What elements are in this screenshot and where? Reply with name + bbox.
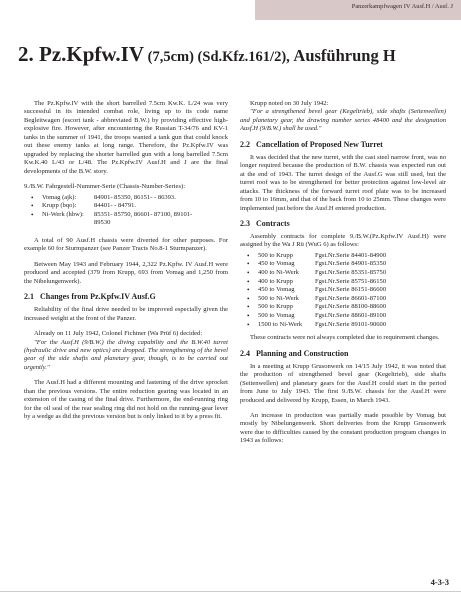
section-heading: 2.4 Planning and Construction <box>240 348 349 358</box>
chapter-title-main: 2. Pz.Kpfw.IV <box>18 42 144 66</box>
paragraph: It was decided that the new turret, with the cast steel narrow front, was no longer required because the production of B.W. chassis was expected run out at the end of 1943. The turret design of the Ausf.G was still used, but the turret roof was to be strengthened for better protection against low-level air attacks. The thickness of the forward turret roof plate was to be increased from 10 to 16mm, and that of the back from 10 to 25mm. These changes were implemented just before the Ausf.H entered production. <box>240 153 446 212</box>
list-item: • 400 to Krupp Fgst.Nr.Serie 85751-86150 <box>240 278 446 287</box>
left-column <box>24 100 228 422</box>
paragraph: Krupp noted on 30 July 1942: <box>250 100 329 107</box>
right-column <box>240 100 446 446</box>
chapter-title-variant: Ausführung H <box>293 46 396 65</box>
paragraph: These contracts were not always completed due to requirement changes. <box>250 334 440 342</box>
list-item: • 450 to Vomag Fgst.Nr.Serie 86151-86600 <box>240 286 446 295</box>
chapter-title <box>18 44 448 65</box>
footer-rule <box>0 591 461 592</box>
list-item: • Krupp (bqo): 84401- - 84791. <box>24 202 228 211</box>
list-item: • 500 to Ni-Werk Fgst.Nr.Serie 86601-87100 <box>240 295 446 304</box>
quotation: "For the Ausf.H (9/B.W.) the diving capability and the B.W.40 turret (hydraulic drive and new optics) are dropped. The strengthening of the bevel gear of the side shafts and planetary gear, though, is to be carried out urgently." <box>24 338 228 371</box>
page-number: 4-3-3 <box>430 577 449 587</box>
list-item: • Ni-Werk (hbw): 85351- 85750, 86601- 87100, 89101- 89530 <box>24 211 228 228</box>
section-heading: 2.3 Contracts <box>240 218 290 228</box>
list-item: • 450 to Vomag Fgst.Nr.Serie 84901-85350 <box>240 260 446 269</box>
paragraph: 9./B.W. Fahrgestell-Nummer-Serie (Chassis-Number-Series): <box>24 183 186 191</box>
paragraph: In a meeting at Krupp Grusonwerk on 14/15 July 1942, it was noted that the production of strengthened bevel gear (Kegeltrieb), side shafts (Seitenwellen) and planetary gears for the Ausf.H could start in the period from June to July 1943. The first 9./B.W. chassis for the Ausf.H were produced and delivered by Krupp, Essen, in March 1943. <box>240 362 446 404</box>
list-item: • 500 to Krupp Fgst.Nr.Serie 88100-88600 <box>240 303 446 312</box>
paragraph: Assembly contracts for complete 9./B.W.(Pz.Kpfw.IV Ausf.H) were assigned by the Wa J Rü (WuG 6) as follows: <box>240 232 446 249</box>
paragraph: Between May 1943 and February 1944, 2,322 Pz.Kpfw. IV Ausf.H were produced and accepted (379 from Krupp, 693 from Vomag and 1,250 from the Nibelungenwerk). <box>24 260 228 285</box>
paragraph: Reliability of the final drive needed to be improved especially given the increased weight at the front of the Panzer. <box>24 306 228 322</box>
quotation: "For a strengthened bevel gear (Kegeltrieb), side shafts (Seitenwellen) and planetary gear, the drawing number series 48400 and the designation Ausf.H (9/B.W.) shall be used." <box>240 108 446 133</box>
list-item: • 500 to Krupp Fgst.Nr.Serie 84401-84900 <box>240 252 446 261</box>
contract-list <box>240 252 446 329</box>
paragraph: Already on 11 July 1942, Colonel Fichtner (Wa Prüf 6) decided: <box>34 330 203 338</box>
list-item: • 500 to Vomag Fgst.Nr.Serie 88601-89100 <box>240 312 446 321</box>
list-item: • 1500 to Ni-Werk Fgst.Nr.Serie 89101-90600 <box>240 321 446 330</box>
chapter-title-designation: (7,5cm) (Sd.Kfz.161/2), <box>144 49 294 65</box>
list-item: • Vomag (ajk): 84901- 85350, 86151- - 86393. <box>24 194 228 203</box>
paragraph: The Ausf.H had a different mounting and fastening of the drive sprocket than the previous versions. The entire reduction gearing was located in an extension of the casing of the final drive. Furthermore, the end-running ring for the oil seal of the rear sealing ring did not hold on the running-gear lever by a wedge as did the previous version but is only linked to it by a press fit. <box>24 379 228 421</box>
paragraph: The Pz.Kpfw.IV with the short barrelled 7.5cm Kw.K. L/24 was very successful in its intended combat role, living up to its code name Begleitwagen (escort tank - abbreviated B.W.) by providing effective high-explosive fire. However, after encountering the Russian T-34/76 and KV-1 tanks in the summer of 1941, the troops wanted a tank gun that could knock out these enemy tanks at long range. Therefore, the Pz.Kpfw.IV was upgraded by replacing the shorter barrelled gun with a long barrelled 7.5cm Kw.K.40 L/43 or L/48. The Pz.Kpfw.IV Ausf.H and J are the final developments of the B.W. story. <box>24 100 228 175</box>
section-heading: 2.1 Changes from Pz.Kpfw.IV Ausf.G <box>24 292 156 302</box>
paragraph: An increase in production was partially made possible by Vomag but mostly by Nibelungenwerk. Short deliveries from the Krupp Grusonwerk were due to difficulties caused by the constant production program changes in 1943 as follows: <box>240 411 446 445</box>
section-heading: 2.2 Cancellation of Proposed New Turret <box>240 139 383 149</box>
running-header-title: Panzerkampfwagen IV Ausf.H / Ausf. J <box>351 3 453 10</box>
list-item: • 400 to Ni-Werk Fgst.Nr.Serie 85351-85750 <box>240 269 446 278</box>
paragraph: A total of 90 Ausf.H chassis were diverted for other purposes. For example 60 for Sturmpanzer (see Panzer Tracts No.8-1 Sturmpanzer). <box>24 236 228 253</box>
chassis-serial-list <box>24 194 228 228</box>
